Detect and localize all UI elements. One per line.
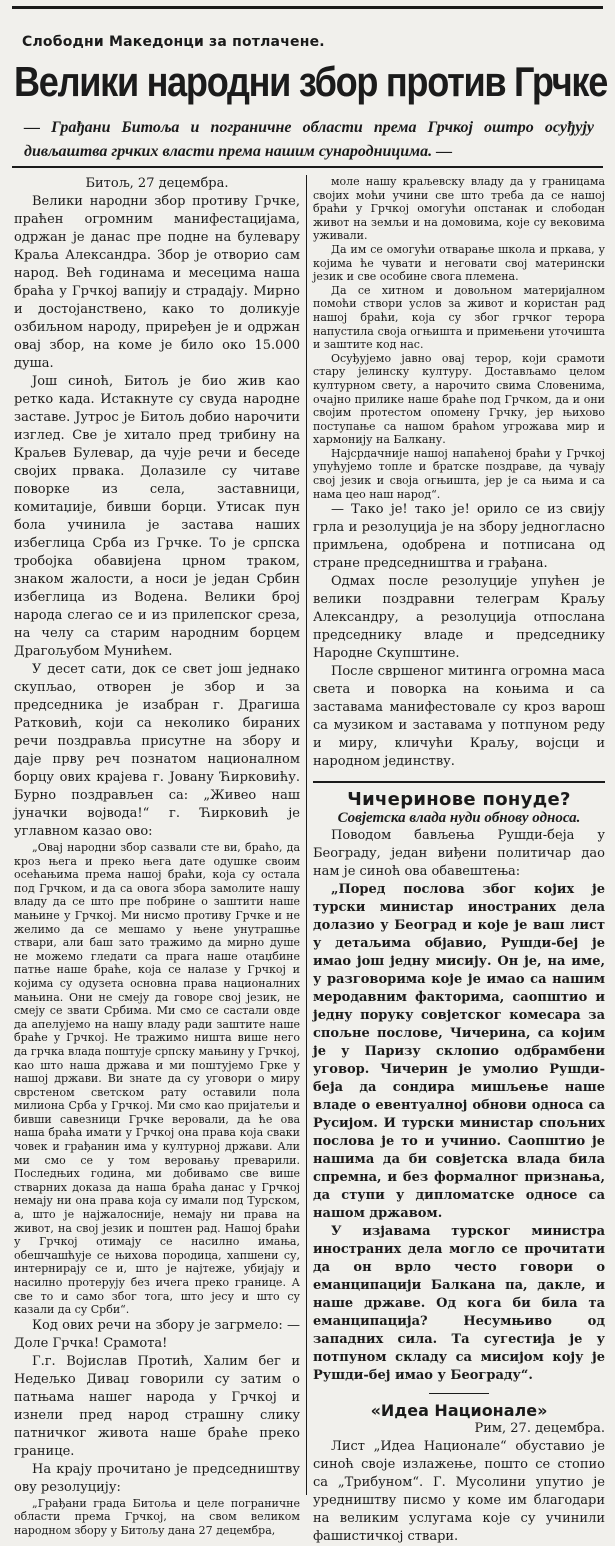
resolution-quote: Да се хитном и довољном материјалном помоћи створи услов за живот и користан рад нашој браћи, која су због грчког терора напустила своја огњишта и примењени уточишта и заштите код нас.: [313, 283, 605, 352]
article3-text: Лист „Идеа Национале“ обуставио је синоћ своје излажење, пошто се стопио са „Трибуном“. Г. Мусолини упутио је уредништву писмо у коме им благодари на великим услугама које су учинили фашистичкој ствари.: [313, 1439, 605, 1545]
subhead: — Грађани Битоља и пограничне области према Грчкој оштро осуђују дивљаштва грчких власти према нашим сународницима. —: [24, 119, 594, 160]
resolution-quote: Да им се омогући отварање школа и пркава, у којима ће чувати и неговати свој матерински језик и све особине свога племена.: [313, 242, 605, 284]
article-paragraph: Велики народни збор противу Грчке, праћен огромним манифестацијама, одржан је данас пре подне на булевару Краља Александра. Збор је отворио сам народ. Већ годинама и месецима наша браћа у Грчкој вапију и страдају. Мирно и достојанствено, како то доликује озбиљном народу, приређен је и одржан овај збор, на коме је било око 15.000 душа.: [14, 194, 300, 371]
article-paragraph: Г.г. Војислав Протић, Халим бег и Недељко Диваџ говорили су затим о патњама нашег народа у Грчкој и изнели пред народ страшну слику патничког живота наше браће преко границе.: [14, 1353, 300, 1459]
article3-title: «Идеа Национале»: [370, 1401, 548, 1421]
article2-lead: Поводом бављења Рушди-беја у Београду, један виђени политичар дао нам је синоћ ова обавештења:: [313, 828, 605, 880]
article2-title: Чичеринове понуде?: [347, 789, 571, 811]
article-paragraph: Код ових речи на збору је загрмело: — Доле Грчка! Срамота!: [14, 1317, 300, 1351]
resolution-quote: „Грађани града Битоља и целе пограничне области према Грчкој, на свом великом народном збору у Битољу дана 27 децембра,: [14, 1496, 300, 1537]
headline: Велики народни збор против Грчке: [14, 58, 608, 105]
top-rule: [12, 6, 603, 9]
article-paragraph: У десет сати, док се свет још једнако скупљао, отворен је збор и за председника је изабран г. Драгиша Ратковић, који са неколико бираних речи поздравља присутне на збору и даје прву реч познатом националном борцу ових крајева г. Јовану Ћирковићу. Бурно поздрављен са: „Живео наш јуначки војвода!“ г. Ћирковић је углавном казао ово:: [14, 662, 300, 839]
article-paragraph: После свршеног митинга огромна маса света и поворка на коњима и са заставама манифестовале су кроз варош са музиком и заставама у потпуном реду и миру, кличући Краљу, војсци и народном јединству.: [313, 664, 605, 770]
article3-dateline: Рим, 27. децембра.: [474, 1421, 605, 1437]
section-rule: [313, 781, 605, 783]
resolution-quote: Најсрдачније нашој напаћеној браћи у Грчкој упућујемо топле и братске поздраве, да чувају свој језик и своја огњишта, јер је са њима и са нама цео наш народ“.: [313, 446, 605, 501]
article-paragraph: — Тако је! тако је! орило се из свију грла и резолуција је на збору једногласно примљена, одобрена и потписана од стране председништва и грађана.: [313, 502, 605, 572]
article2-quote: „Поред послова због којих је турски министар иностраних дела долазио у Београд и које је ваш лист у детаљима објавио, Рушди-беј је имао још једну мисију. Он је, на име, у разговорима које је имао са нашим меродавним факторима, саопштио и једну поруку совјетског комесара за спољне послове, Чичерина, са којим је у Паризу склопио одбрамбени уговор. Чичерин је умолио Рушди-беја да сондира мишљење наше владе о евентуалној обнови односа са Русијом. И турски министар спољних послова је то и учинио. Саопштио је нашима да би совјетска влада била спремна, и без формалног признања, да ступи у дипломатске односе са нашом државом.: [313, 882, 605, 1222]
article-paragraph: Још синоћ, Битољ је био жив као ретко када. Истакнуте су свуда народне заставе. Јутрос је Битољ добио нарочити изглед. Све је хитало пред трибину на Краљев Булевар, да чује речи и беседе својих првака. Долазиле су читаве поворке из села, заставници, комитаџије, бивши борци. Утисак пун бола учинила је застава наших избеглица Срба из Грчке. То је српска тробојка обавијена црном траком, знаком жалости, а носи је један Србин избеглица из Водена. Велики број народа слегао се и из прилепског среза, на челу са старим народним борцем Драгољубом Мунићем.: [14, 374, 300, 659]
right-column: [313, 175, 605, 1545]
kicker: Слободни Македонци за потлачене.: [22, 34, 325, 50]
article-dateline: Битољ, 27 децембра.: [85, 176, 229, 191]
column-divider: [306, 175, 307, 1495]
short-rule: [429, 1393, 489, 1394]
article-paragraph: Одмах после резолуције упућен је велики поздравни телеграм Краљу Александру, а резолуција отпослана председнику владе и председнику Народне Скупштине.: [313, 574, 605, 662]
resolution-quote: моле нашу краљевску владу да у границама својих моћи учини све што треба да се нашој браћи у Грчкој омогући опстанак и слободан живот на земљи и на домовима, које су вековима уживали.: [313, 175, 605, 243]
left-column: [14, 175, 300, 1537]
speech-quote: „Овај народни збор сазвали сте ви, браћо, да кроз њега и преко њега дате одушке своим осећањима према нашој браћи, која су остала под Грчком, и да са овога збора замолите нашу владу да се што пре побрине о заштити наше мањине у Грчкој. Ми нисмо противу Грчке и не желимо да се мешамо у њене унутрашње ствари, али баш зато тражимо да мирно душе не можемо гледати са прага наше отаџбине патње наше браће, која се налазе у Грчкој и којима су одузета основна права националних мањина. Они не смеју да говоре свој језик, не смеју се звати Србима. Ми смо се састали овде да апелујемо на нашу владу ради заштите наше браће у Грчкој. Не тражимо ништа више него да грчка влада поштује српску мањину у Грчкој, као што наша држава и ми поштујемо Грке у нашој држави. Ви знате да су уговори о миру сврстеном светском рату оставили пола милиона Срба у Грчкој. Ми смо као пријатељи и бивши савезници Грчке веровали, да ће ова наша браћа имати у Грчкој она права која сваки човек и грађанин има у културној држави. Али ми смо се у том веровању преварили. Последњих година, ми добивамо све више стварних доказа да наша браћа данас у Грчкој немају ни она права која су имали под Турском, а, што је најжалосније, немају ни права на живот, на свој језик и поштен рад. Нашој браћи у Грчкој отимају се насилно имања, обешчашћује се њихова породица, хапшени су, интернирају се и, што је најтеже, убијају и насилно протерују без ичега преко границе. А све то и само због тога, што јесу и што су казали да су Срби“.: [14, 841, 300, 1317]
article-paragraph: На крају прочитано је председништву ову резолуцију:: [14, 1461, 300, 1495]
headline-rule: [12, 166, 603, 168]
article2-quote: У изјавама турског министра иностраних дела могло се прочитати да он врло често говори о еманципацији Балкана па, дакле, и наше државе. Од кога би била та еманципација? Несумњиво од западних сила. Та сугестија је у потпуном складу са мисијом коју је Рушди-беј имао у Београду“.: [313, 1224, 605, 1384]
resolution-quote: Осуђујемо јавно овај терор, који срамоти стару јелинску културу. Достављамо целом културном свету, а нарочито свима Словенима, очајно прилике наше браће под Грчком, да и они својим протестом опомену Грчку, јер њихово поступање са нашом браћом угрожава мир и хармонију на Балкану.: [313, 351, 605, 447]
article2-subtitle: Совјетска влада нуди обнову односа.: [337, 810, 581, 827]
